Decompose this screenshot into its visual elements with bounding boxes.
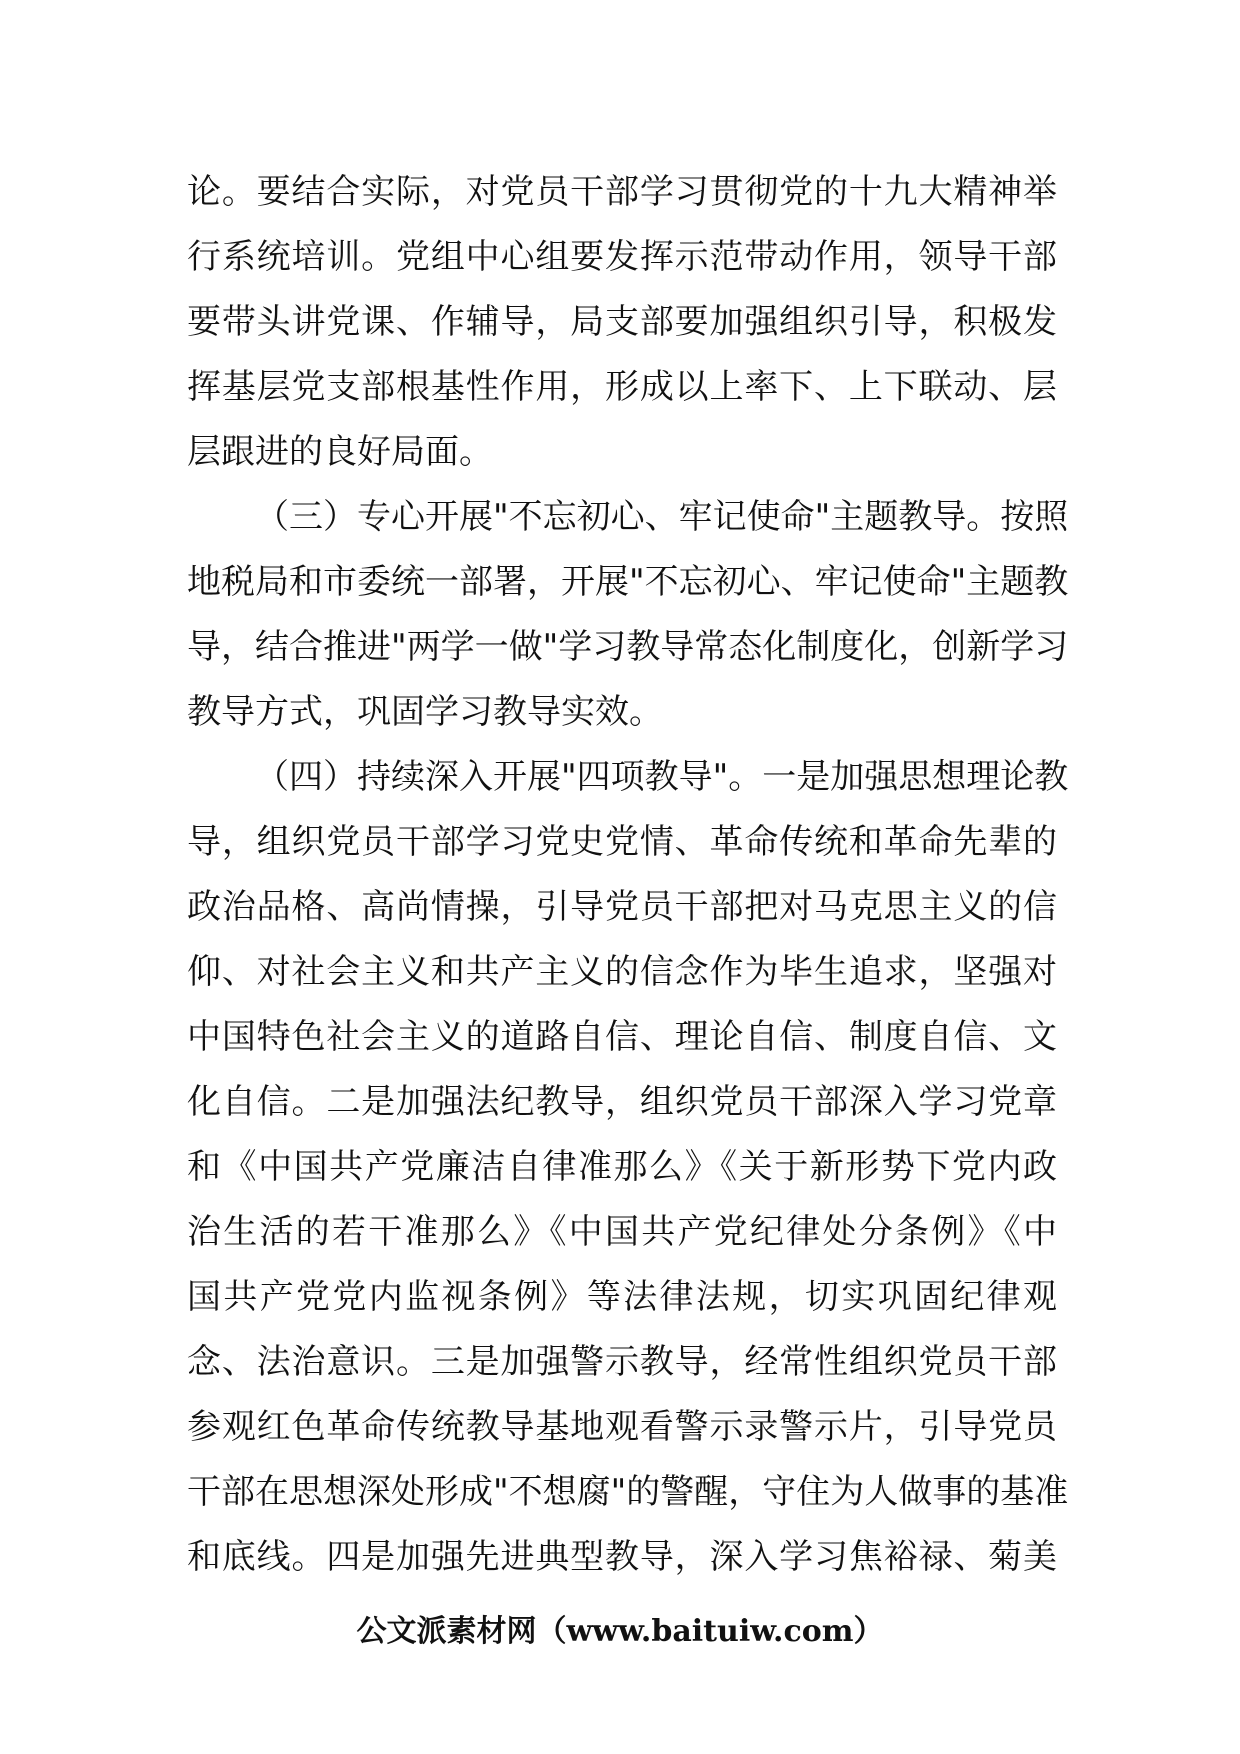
text-line: 化自信。二是加强法纪教导，组织党员干部深入学习党章 (187, 1082, 1057, 1122)
text-line: 参观红色革命传统教导基地观看警示录警示片，引导党员 (187, 1407, 1057, 1447)
text-line: （四）持续深入开展"四项教导"。一是加强思想理论教 (255, 757, 1069, 797)
text-line: （三）专心开展"不忘初心、牢记使命"主题教导。按照 (255, 497, 1069, 537)
text-line: 仰、对社会主义和共产主义的信念作为毕生追求，坚强对 (187, 952, 1057, 992)
text-line: 导，结合推进"两学一做"学习教导常态化制度化，创新学习 (187, 627, 1069, 667)
text-line: 行系统培训。党组中心组要发挥示范带动作用，领导干部 (187, 237, 1057, 277)
footer-watermark: 公文派素材网（www.baituiw.com） (356, 1614, 884, 1649)
text-line: 导，组织党员干部学习党史党情、革命传统和革命先辈的 (187, 822, 1057, 862)
text-line: 和底线。四是加强先进典型教导，深入学习焦裕禄、菊美 (187, 1537, 1057, 1577)
text-line: 要带头讲党课、作辅导，局支部要加强组织引导，积极发 (187, 302, 1057, 342)
text-line: 挥基层党支部根基性作用，形成以上率下、上下联动、层 (187, 367, 1057, 407)
text-line: 层跟进的良好局面。 (187, 432, 493, 472)
text-line: 和《中国共产党廉洁自律准那么》《关于新形势下党内政 (187, 1147, 1057, 1187)
text-line: 教导方式，巩固学习教导实效。 (187, 692, 663, 732)
text-line: 治生活的若干准那么》《中国共产党纪律处分条例》《中 (187, 1212, 1057, 1252)
text-line: 地税局和市委统一部署，开展"不忘初心、牢记使命"主题教 (187, 562, 1069, 602)
text-line: 政治品格、高尚情操，引导党员干部把对马克思主义的信 (187, 887, 1057, 927)
text-line: 国共产党党内监视条例》等法律法规，切实巩固纪律观 (187, 1277, 1057, 1317)
body-text (187, 160, 1069, 1590)
text-line: 论。要结合实际，对党员干部学习贯彻党的十九大精神举 (187, 172, 1057, 212)
text-line: 干部在思想深处形成"不想腐"的警醒，守住为人做事的基准 (187, 1472, 1069, 1512)
text-line: 念、法治意识。三是加强警示教导，经常性组织党员干部 (187, 1342, 1057, 1382)
text-line: 中国特色社会主义的道路自信、理论自信、制度自信、文 (187, 1017, 1057, 1057)
